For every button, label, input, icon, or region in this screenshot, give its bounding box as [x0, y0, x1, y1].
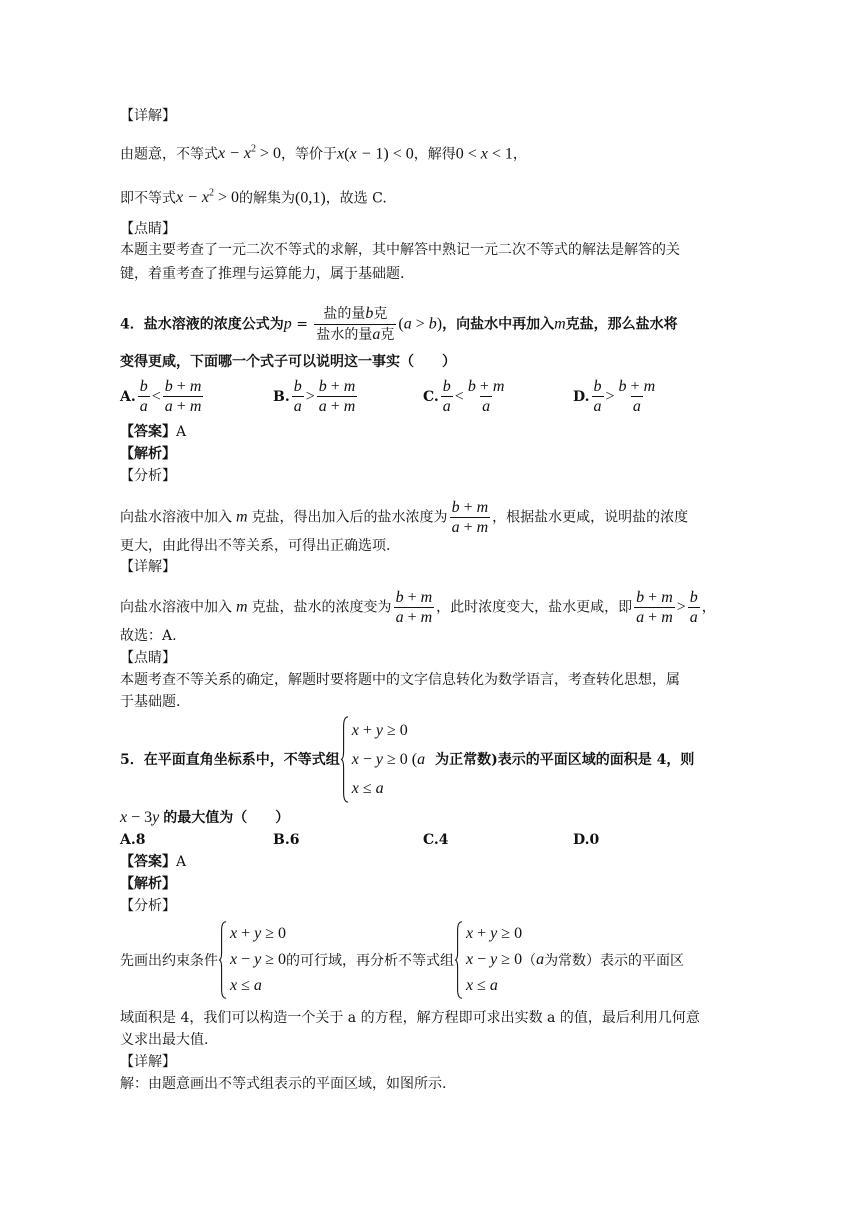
q5-option-a: A.8	[120, 832, 146, 848]
inequality-system: x + y ≥ 0 x − y ≥ 0 x ≤ a	[454, 921, 522, 999]
label-comment: 【点睛】	[120, 221, 176, 237]
q4-comment-line-2: 于基础题.	[120, 694, 181, 710]
q5-analysis-line-3: 义求出最大值.	[120, 1032, 209, 1048]
math-solution: 0 < x < 1	[455, 145, 513, 163]
left-brace-icon	[454, 921, 463, 999]
label-detail: 【详解】	[120, 108, 176, 124]
q3-comment-line-2: 键，着重考查了推理与运算能力，属于基础题.	[120, 266, 405, 282]
label-analysis: 【解析】	[120, 446, 176, 462]
q3-comment-line-1: 本题主要考查了一元二次不等式的求解，其中解答中熟记一元二次不等式的解法是解答的关	[120, 242, 680, 258]
math-fraction: $\frac{b + m}{a + m}$	[636, 589, 673, 626]
q4-stem-line-1: 4．盐水溶液的浓度公式为p = $\frac{\text{盐的量b克}}{\text{盐水的量a克}}$ (a > b)，向盐水中再加入m克盐，那么盐水将	[120, 305, 678, 343]
math-fraction: $\frac{b}{a}$	[689, 589, 698, 626]
q4-option-c: C. $\frac{b}{a}$ < $\frac{b + m}{a}$	[423, 378, 505, 415]
left-brace-icon	[340, 716, 349, 803]
q4-choose-line: 故选：A.	[120, 628, 177, 644]
q4-comment-line-1: 本题考查不等关系的确定，解题时要将题中的文字信息转化为数学语言，考查转化思想，属	[120, 672, 680, 688]
math-interval: (0,1)	[295, 189, 326, 207]
q3-solution-line: 即不等式$x - x^2 > 0$的解集为(0,1)，故选 C.	[120, 188, 387, 207]
concentration-formula: $\frac{\text{盐的量b克}}{\text{盐水的量a克}}$	[316, 305, 395, 343]
q5-option-c: C.4	[423, 832, 449, 848]
q5-option-d: D.0	[573, 832, 600, 848]
q4-analysis-line-1: 向盐水溶液中加入 m 克盐，得出加入后的盐水浓度为 $\frac{b + m}{a + m}$ ，根据盐水更咸，说明盐的浓度	[120, 499, 689, 536]
label-detail: 【详解】	[120, 559, 176, 575]
label-analysis: 【解析】	[120, 876, 176, 892]
q4-analysis-line-2: 更大，由此得出不等关系，可得出正确选项.	[120, 538, 391, 554]
math-fraction: $\frac{b + m}{a + m}$	[451, 499, 489, 536]
label-breakdown: 【分析】	[120, 468, 176, 484]
inequality-system: x + y ≥ 0 x − y ≥ 0 (a x ≤ a	[340, 716, 425, 803]
inequality-system: x + y ≥ 0 x − y ≥ 0 x ≤ a	[218, 921, 286, 999]
q4-option-a: A. $\frac{b}{a}$ < $\frac{b + m}{a + m}$	[120, 378, 202, 415]
q4-answer-line: 【答案】A	[120, 424, 187, 440]
q5-stem-line-2: x − 3y 的最大值为（ ）	[120, 809, 290, 826]
q3-detail-line: 由题意，不等式$x - x^2 > 0$，等价于x(x − 1) < 0，解得0 < x < 1，	[120, 144, 527, 163]
q4-stem-line-2: 变得更咸，下面哪一个式子可以说明这一事实（ ）	[120, 354, 456, 370]
label-breakdown: 【分析】	[120, 898, 176, 914]
q5-answer-line: 【答案】A	[120, 854, 187, 870]
q4-option-d: D. $\frac{b}{a}$ > $\frac{b + m}{a}$	[573, 378, 656, 415]
math-inequality: $x - x^2 > 0$	[218, 144, 282, 163]
left-brace-icon	[218, 921, 227, 999]
q4-detail-line: 向盐水溶液中加入 m 克盐，盐水的浓度变为 $\frac{b + m}{a + m}$ ，此时浓度变大，盐水更咸，即 $\frac{b + m}{a + m}$ > $\frac{b}{a}$ ，	[120, 589, 716, 626]
q4-option-b: B. $\frac{b}{a}$ > $\frac{b + m}{a + m}$	[273, 378, 356, 415]
q5-stem-line-1: 5．在平面直角坐标系中，不等式组 x + y ≥ 0 x − y ≥ 0 (a x ≤ a 为正常数)表示的平面区域的面积是 4，则	[120, 717, 694, 801]
math-fraction: $\frac{b + m}{a + m}$	[395, 589, 433, 626]
math-inequality: $x - x^2 > 0$	[176, 188, 240, 207]
label-detail: 【详解】	[120, 1054, 176, 1070]
q5-detail-line: 解：由题意画出不等式组表示的平面区域，如图所示.	[120, 1076, 447, 1092]
q5-analysis-line-1: 先画出约束条件 x + y ≥ 0 x − y ≥ 0 x ≤ a 的可行域，再分析不等式组 x + y ≥ 0 x − y ≥ 0 x ≤ a （ a 为常数）表示的平面区	[120, 920, 684, 1000]
q5-option-b: B.6	[273, 832, 300, 848]
label-comment: 【点睛】	[120, 650, 176, 666]
math-equivalent: x(x − 1) < 0	[337, 145, 414, 163]
q5-analysis-line-2: 域面积是 4，我们可以构造一个关于 a 的方程，解方程即可求出实数 a 的值，最后利用几何意	[120, 1010, 700, 1026]
